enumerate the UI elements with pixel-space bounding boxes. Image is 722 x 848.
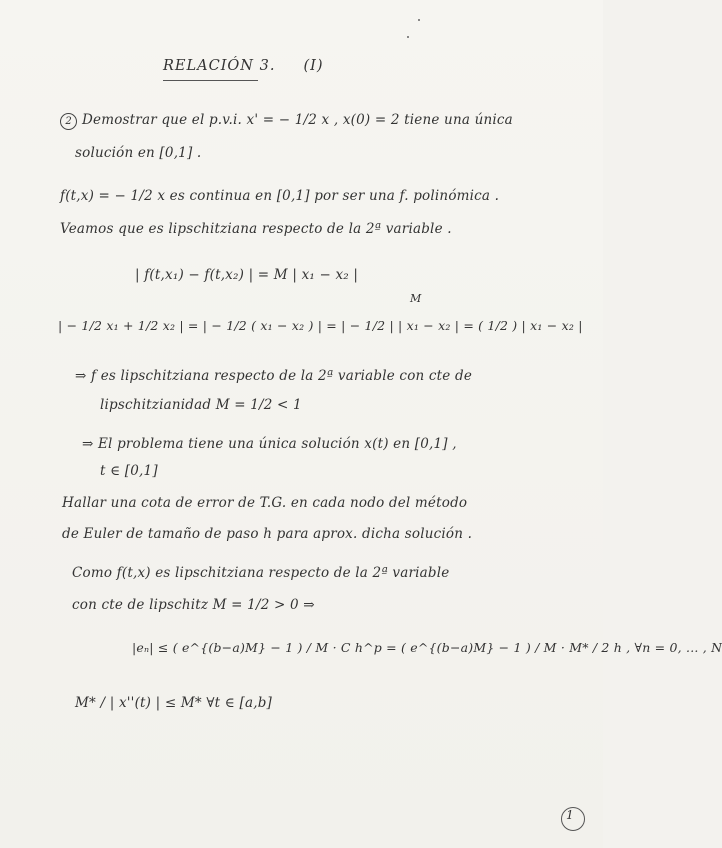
problem-statement-line-1: Demostrar que el p.v.i. x' = − 1/2 x , x(0) = 2 tiene una única (82, 112, 513, 128)
error-bound-line-1: Como f(t,x) es lipschitziana respecto de la 2ª variable (72, 565, 450, 581)
lipschitz-derivation: | − 1/2 x₁ + 1/2 x₂ | = | − 1/2 ( x₁ − x₂ ) | = | − 1/2 | | x₁ − x₂ | = ( 1/2 ) | x₁ − x₂ | (58, 318, 583, 333)
continuity-line: f(t,x) = − 1/2 x es continua en [0,1] por ser una f. polinómica . (60, 188, 500, 204)
error-bound-line-2: con cte de lipschitz M = 1/2 > 0 ⇒ (72, 597, 315, 613)
lipschitz-intro-line: Veamos que es lipschitziana respecto de la 2ª variable . (60, 221, 452, 237)
problem-statement-line-2: solución en [0,1] . (75, 145, 202, 161)
page-number: 1 (566, 808, 574, 822)
error-bound-task-line-2: de Euler de tamaño de paso h para aprox. dicha solución . (62, 526, 473, 542)
error-bound-task-line-1: Hallar una cota de error de T.G. en cada nodo del método (62, 495, 468, 511)
lipschitz-condition: | f(t,x₁) − f(t,x₂) | = M | x₁ − x₂ | (135, 267, 359, 283)
second-derivative-bound: M* / | x''(t) | ≤ M* ∀t ∈ [a,b] (75, 695, 272, 711)
conclusion-line-1: ⇒ f es lipschitziana respecto de la 2ª variable con cte de (75, 368, 473, 384)
uniqueness-line-1: ⇒ El problema tiene una única solución x(t) en [0,1] , (82, 436, 457, 452)
uniqueness-line-2: t ∈ [0,1] (100, 463, 158, 479)
constant-m-label: M (410, 292, 422, 305)
page-title: RELACIÓN 3. (I) (163, 58, 324, 74)
error-bound-formula: |eₙ| ≤ ( e^{(b−a)M} − 1 ) / M · C h^p = ( e^{(b−a)M} − 1 ) / M · M* / 2 h , ∀n = 0, ... , N (132, 640, 722, 655)
title-underline (163, 80, 258, 81)
paper-mark (407, 36, 409, 38)
paper-mark (418, 19, 420, 21)
conclusion-line-2: lipschitzianidad M = 1/2 < 1 (100, 397, 302, 413)
problem-number: 2 (60, 113, 77, 130)
